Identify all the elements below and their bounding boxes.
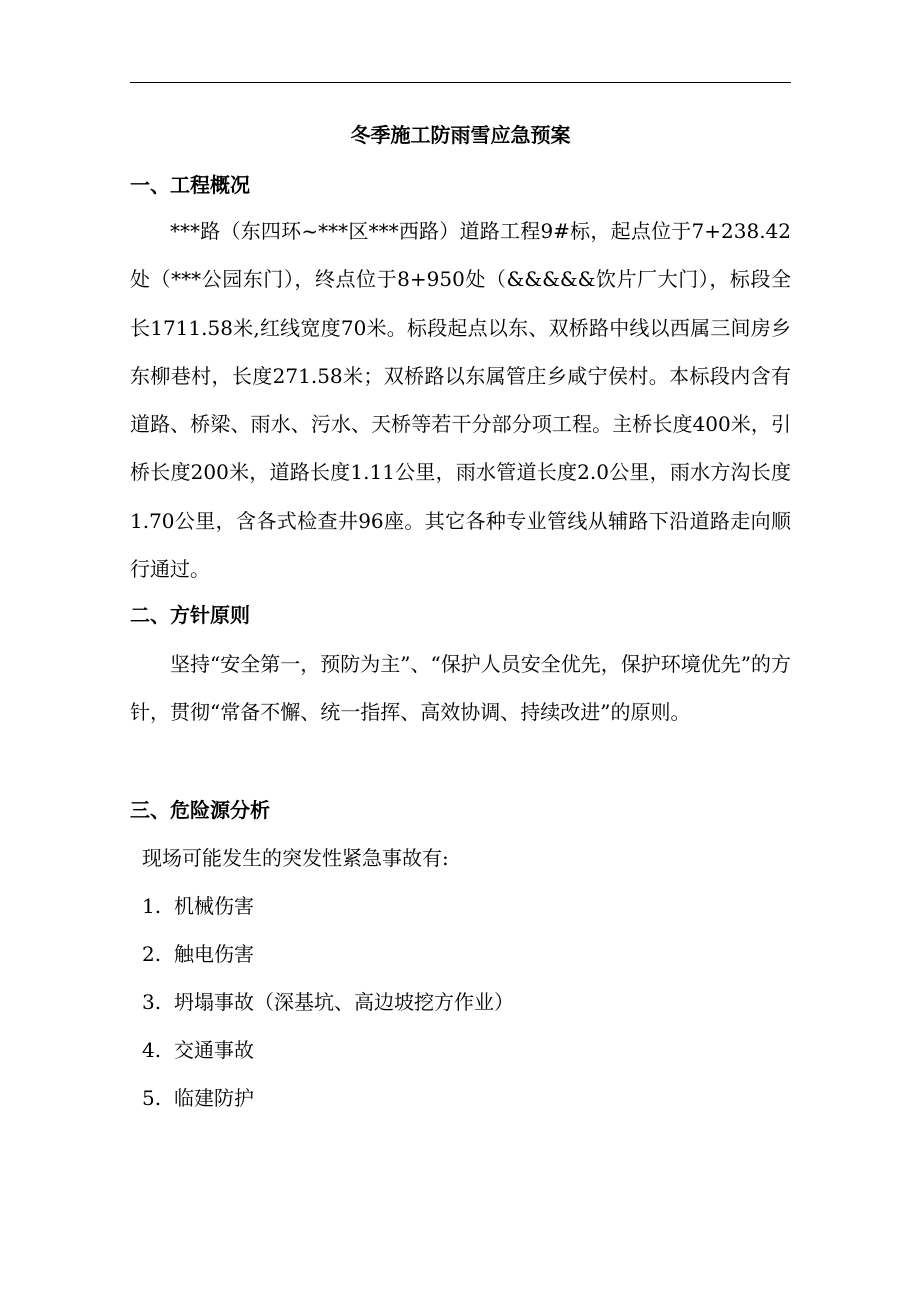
list-item-number: 3. bbox=[142, 990, 162, 1014]
section-heading-overview: 一、工程概况 bbox=[130, 173, 250, 197]
list-item-text: 临建防护 bbox=[174, 1086, 254, 1110]
list-item-number: 4. bbox=[142, 1038, 162, 1062]
list-item bbox=[142, 987, 514, 1017]
section-heading-hazards: 三、危险源分析 bbox=[130, 798, 270, 822]
hazards-intro: 现场可能发生的突发性紧急事故有: bbox=[142, 846, 449, 870]
list-item bbox=[142, 891, 254, 921]
list-item-text: 机械伤害 bbox=[174, 894, 254, 918]
list-item-text: 交通事故 bbox=[174, 1038, 254, 1062]
header-rule bbox=[130, 82, 791, 83]
overview-paragraph: ***路（东四环~***区***西路）道路工程9#标，起点位于7+238.42处（***公园东门），终点位于8+950处（&&&&&饮片厂大门），标段全长1711.58米,红线宽度70米。标段起点以东、双桥路中线以西属三间房乡东柳巷村，长度271.58米；双桥路以东属管庄乡咸宁侯村。本标段内含有道路、桥梁、雨水、污水、天桥等若干分部分项工程。主桥长度400米，引桥长度200米，道路长度1.11公里，雨水管道长度2.0公里，雨水方沟长度1.70公里，含各式检查井96座。其它各种专业管线从辅路下沿道路走向顺行通过。 bbox=[130, 219, 791, 582]
list-item-text: 触电伤害 bbox=[174, 942, 254, 966]
list-item bbox=[142, 1083, 254, 1113]
list-item-number: 1. bbox=[142, 894, 162, 918]
principles-paragraph: 坚持“安全第一，预防为主”、“保护人员安全优先，保护环境优先”的方针，贯彻“常备不懈、统一指挥、高效协调、持续改进”的原则。 bbox=[130, 652, 791, 725]
list-item bbox=[142, 939, 254, 969]
list-item-number: 2. bbox=[142, 942, 162, 966]
list-item-number: 5. bbox=[142, 1086, 162, 1110]
section-heading-principles: 二、方针原则 bbox=[130, 603, 250, 627]
document-title: 冬季施工防雨雪应急预案 bbox=[350, 123, 571, 147]
list-item bbox=[142, 1035, 254, 1065]
list-item-text: 坍塌事故（深基坑、高边坡挖方作业） bbox=[174, 990, 514, 1014]
